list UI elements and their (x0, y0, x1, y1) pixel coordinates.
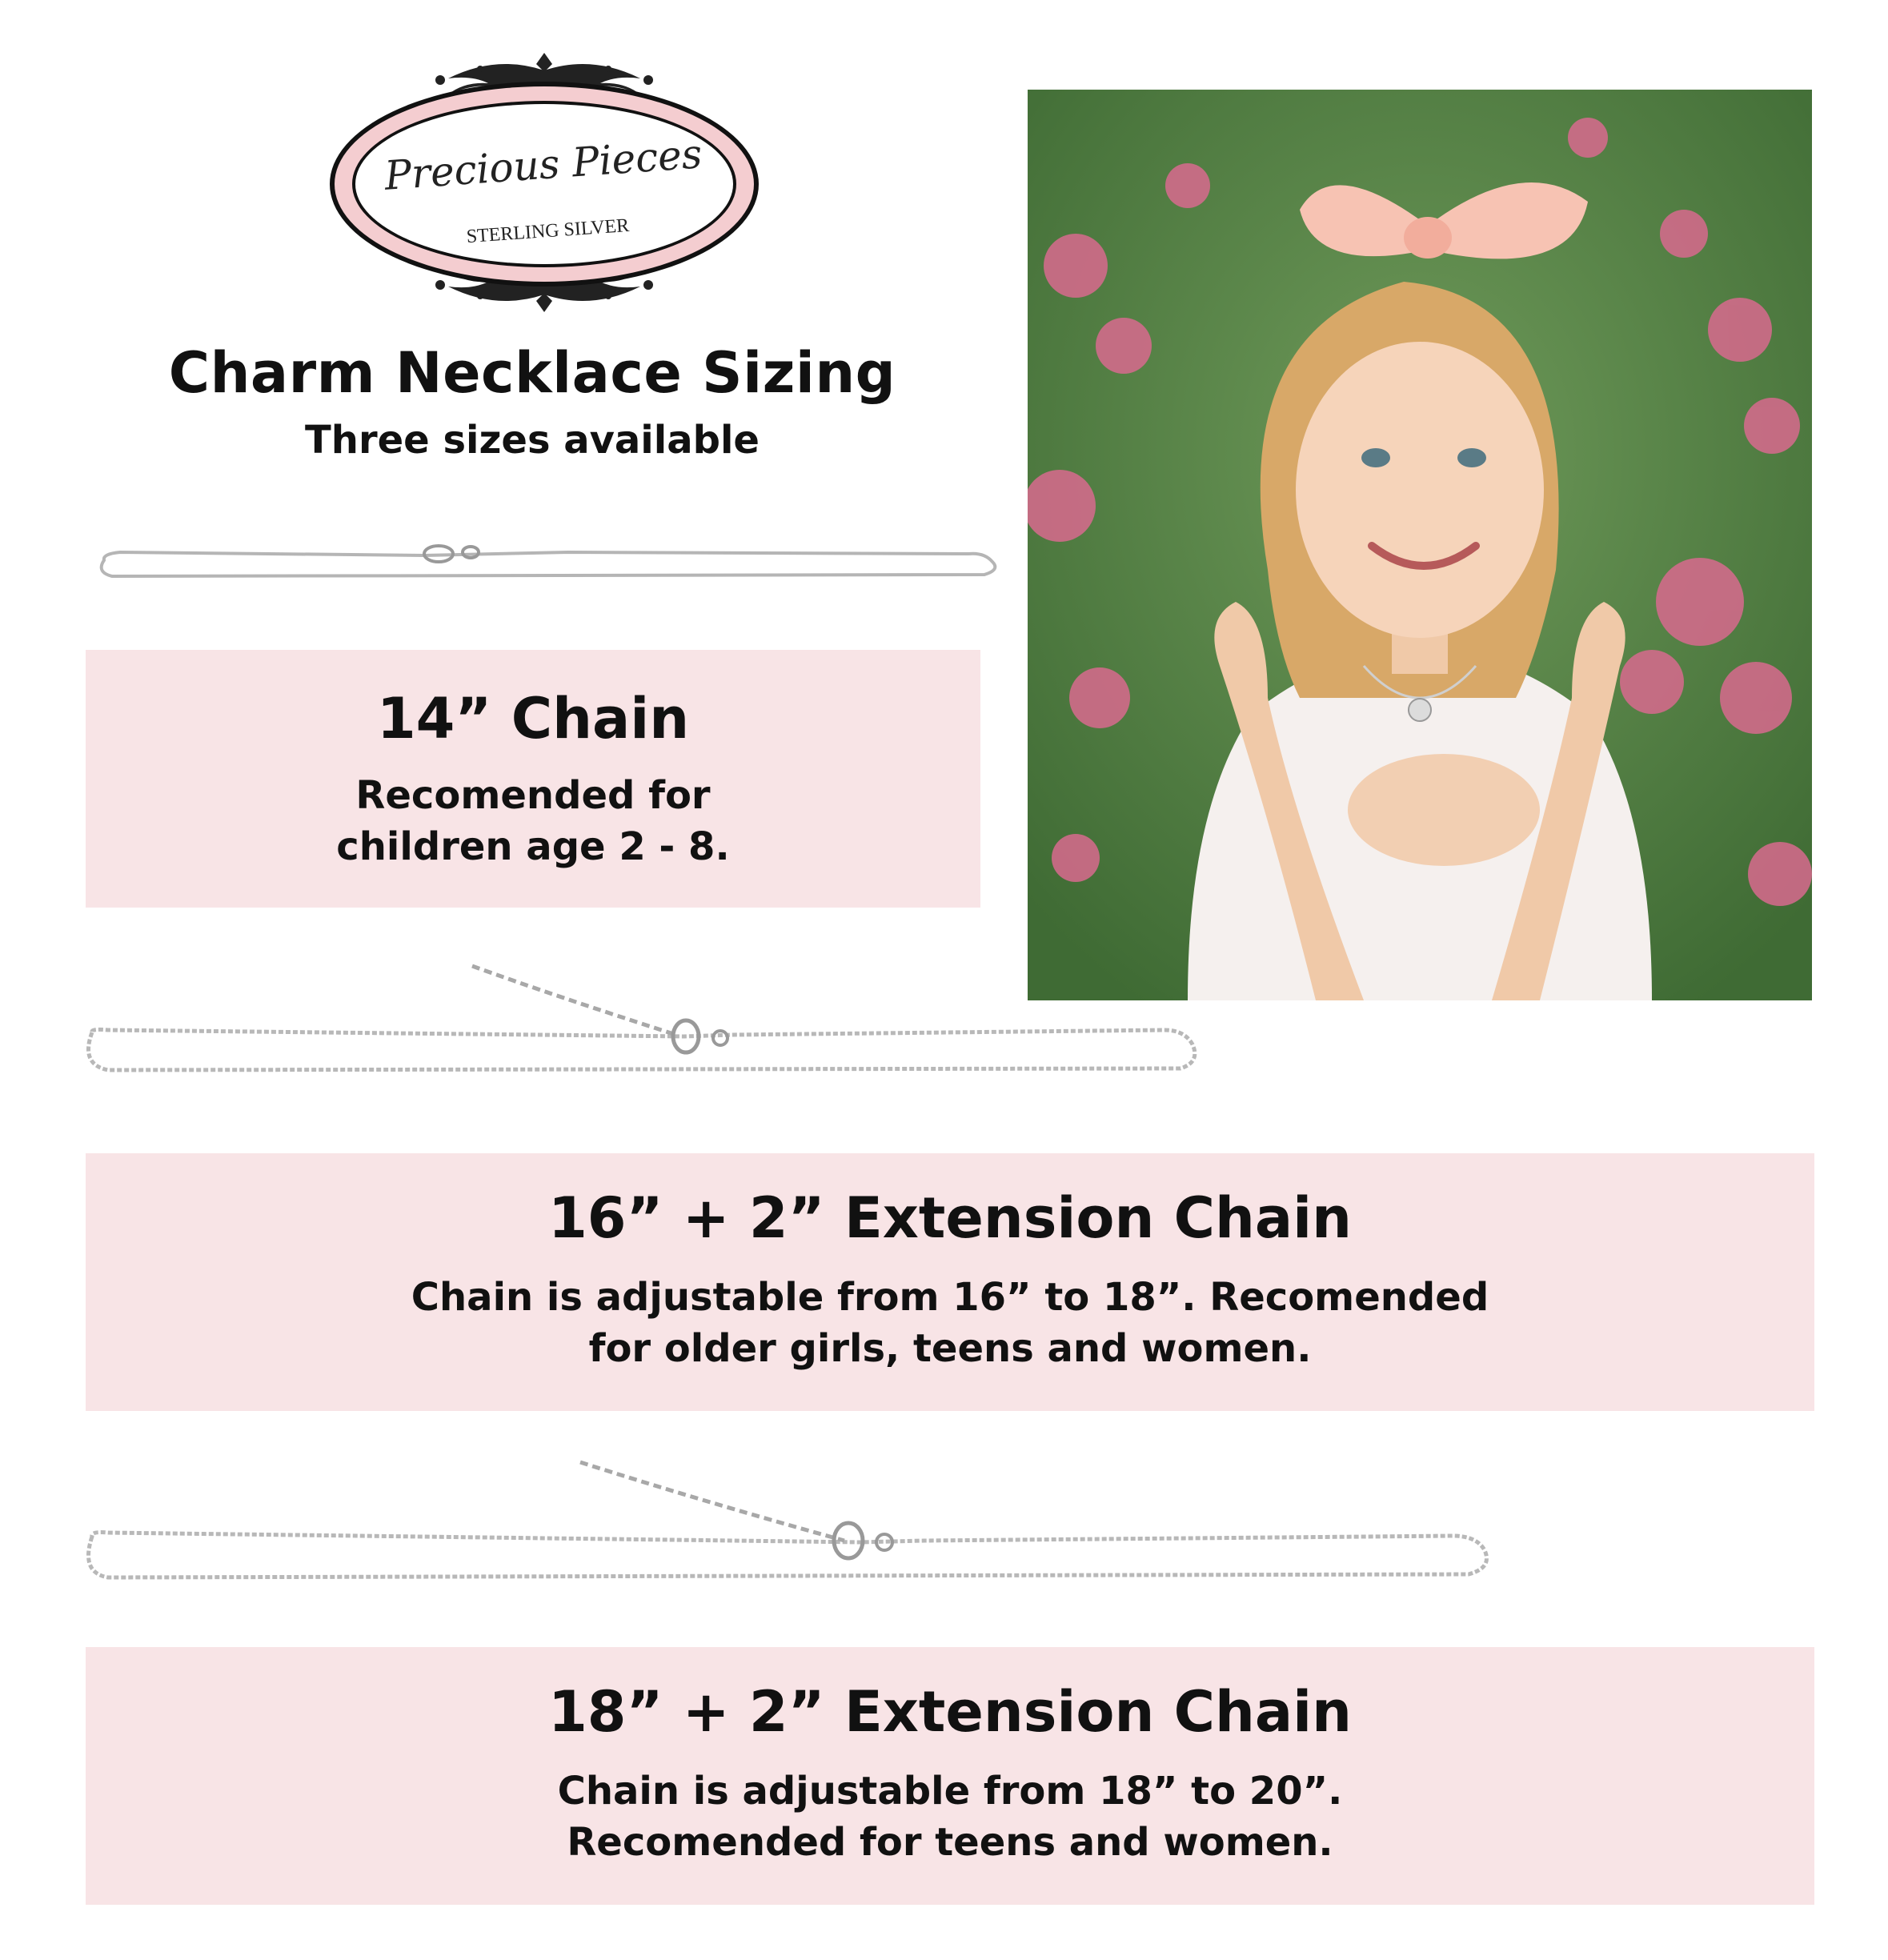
photo-right-eye (1457, 448, 1486, 467)
photo-left-eye (1361, 448, 1390, 467)
size-panel-16 (86, 1153, 1814, 1411)
size-panel-18 (86, 1647, 1814, 1905)
size-panel-14 (86, 650, 980, 908)
chain-14-image (88, 528, 1008, 592)
photo-pendant (1409, 699, 1431, 721)
logo-emblem (320, 46, 768, 319)
chain-16-ring (713, 1031, 728, 1045)
size-description-18: Chain is adjustable from 18” to 20”. Recomended for teens and women. (557, 1769, 1343, 1865)
chain-16-image (76, 956, 1213, 1100)
logo-brand-name: Precious Pieces (383, 130, 704, 199)
chain-14-strand (102, 552, 996, 576)
chain-18-extension (580, 1462, 844, 1541)
size-title-16: 16” + 2” Extension Chain (548, 1185, 1352, 1251)
model-photo (1028, 90, 1812, 1000)
chain-14-ring (463, 547, 479, 558)
photo-face (1296, 342, 1544, 638)
model-photo-illustration (1028, 90, 1812, 1000)
brand-logo (320, 46, 768, 319)
size-description-14 (86, 770, 980, 872)
chain-16-strand (89, 1029, 1195, 1070)
chain-18-strand (89, 1533, 1487, 1577)
size-title-14: 14” Chain (376, 686, 690, 752)
page-subtitle: Three sizes available (305, 418, 760, 463)
size-title-18: 18” + 2” Extension Chain (548, 1679, 1352, 1745)
chain-18-image (76, 1453, 1501, 1605)
chain-16-extension (472, 966, 676, 1035)
size-description-16: Chain is adjustable from 16” to 18”. Recomended for older girls, teens and women. (411, 1275, 1489, 1371)
logo-tagline: STERLING SILVER (465, 214, 631, 248)
photo-hands (1348, 754, 1540, 866)
page-title: Charm Necklace Sizing (168, 340, 896, 406)
size-description-14-line2: children age 2 - 8. (336, 824, 730, 869)
size-description-14-line1: Recomended for (355, 773, 711, 818)
